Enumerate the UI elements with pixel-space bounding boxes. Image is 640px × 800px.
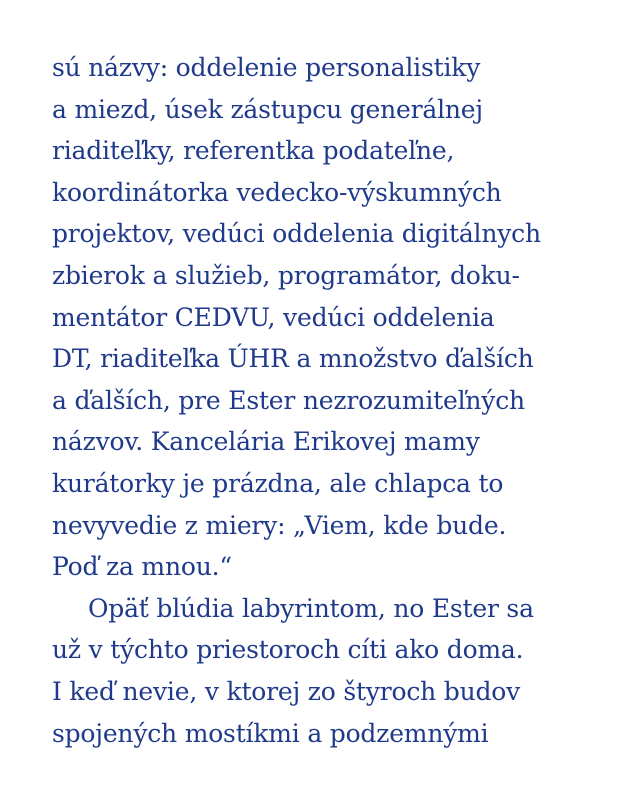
text-line: riaditeľky, referentka podateľne, bbox=[52, 136, 455, 166]
text-line: sú názvy: oddelenie personalistiky bbox=[52, 53, 481, 82]
text-line: zbierok a služieb, programátor, doku- bbox=[52, 260, 520, 290]
text-line: a ďalších, pre Ester nezrozumiteľných bbox=[52, 385, 525, 415]
text-line: projektov, vedúci oddelenia digitálnych bbox=[52, 219, 541, 249]
text-line: kurátorky je prázdna, ale chlapca to bbox=[52, 468, 504, 498]
text-line: spojených mostíkmi a podzemnými bbox=[52, 718, 489, 748]
text-line: DT, riaditeľka ÚHR a množstvo ďalších bbox=[52, 344, 534, 374]
text-line: Poď za mnou.“ bbox=[52, 552, 232, 582]
text-line: mentátor CEDVU, vedúci oddelenia bbox=[52, 302, 495, 332]
text-line: I keď nevie, v ktorej zo štyroch budov bbox=[52, 676, 521, 706]
text-line: už v týchto priestoroch cíti ako doma. bbox=[52, 635, 524, 665]
body-text bbox=[52, 47, 612, 754]
text-line: a miezd, úsek zástupcu generálnej bbox=[52, 94, 483, 124]
paragraph-first-line: Opäť blúdia labyrintom, no Ester sa bbox=[88, 593, 534, 623]
text-line: koordinátorka vedecko-výskumných bbox=[52, 177, 502, 207]
text-line: názvov. Kancelária Erikovej mamy bbox=[52, 427, 480, 457]
text-line: nevyvedie z miery: „Viem, kde bude. bbox=[52, 510, 507, 540]
